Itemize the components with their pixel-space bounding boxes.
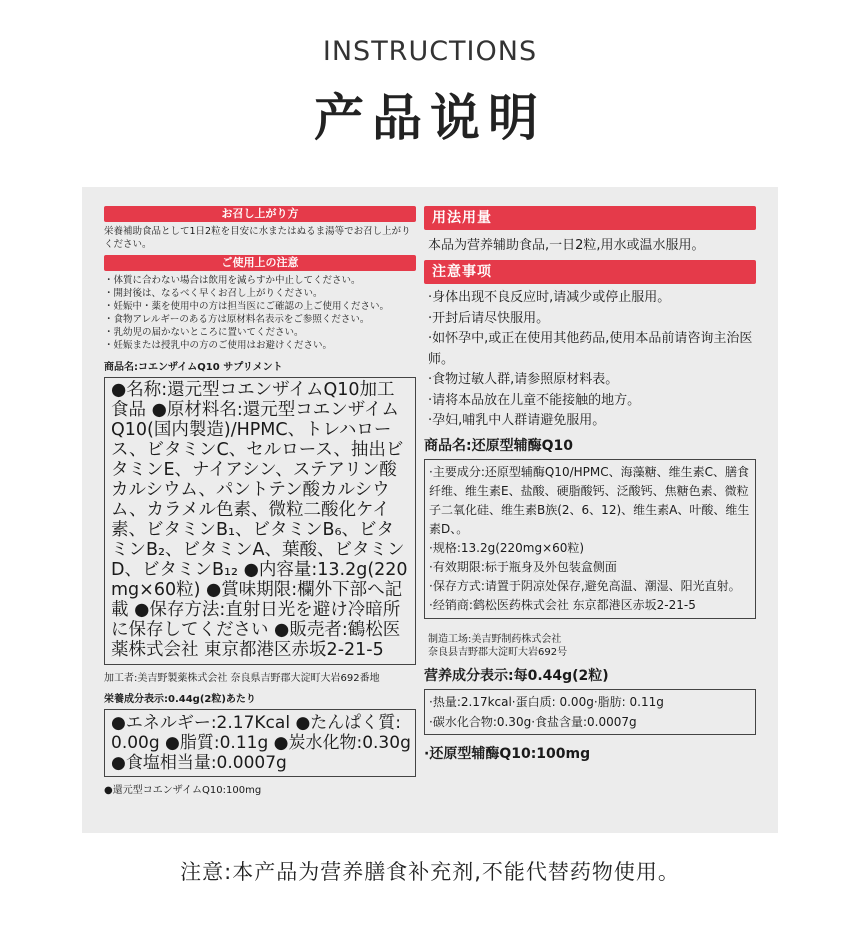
cn-usage-heading: 用法用量 bbox=[424, 206, 756, 230]
cn-caution-item: ·孕妇,哺乳中人群请避免服用。 bbox=[428, 413, 606, 428]
jp-product-details: ●名称:還元型コエンザイムQ10加工食品 ●原材料名:還元型コエンザイムQ10(国内製造)/HPMC、トレハロース、ビタミンC、セルロース、抽出ビタミンE、ナイアシン、ステアリン酸カルシウム、パントテン酸カルシウム、カラメル色素、微粒二酸化ケイ素、ビタミンB₁、ビタミンB₆、ビタミンB₂、ビタミンA、葉酸、ビタミンD、ビタミンB₁₂ ●内容量:13.2g(220mg×60粒) ●賞味期限:欄外下部へ記載 ●保存方法:直射日光を避け冷暗所に保存してください ●販売者:鶴松医薬株式会社 東京都港区赤坂2-21-5 bbox=[104, 377, 416, 665]
cn-q10-amount: ·还原型辅酶Q10:100mg bbox=[424, 745, 591, 762]
jp-caution-item: ・乳幼児の届かないところに置いてください。 bbox=[104, 327, 304, 338]
chinese-column bbox=[424, 206, 756, 763]
jp-usage-text: 栄養補助食品として1日2粒を目安に水またはぬるま湯等でお召し上がりください。 bbox=[104, 226, 411, 250]
jp-processor: 加工者:美吉野製薬株式会社 奈良県吉野郡大淀町大岩692番地 bbox=[104, 673, 380, 684]
cn-detail-item: ·保存方式:请置于阴凉处保存,避免高温、潮湿、阳光直射。 bbox=[429, 578, 741, 593]
cn-caution-item: ·身体出现不良反应时,请减少或停止服用。 bbox=[428, 290, 671, 305]
cn-caution-item: ·食物过敏人群,请参照原材料表。 bbox=[428, 372, 619, 387]
jp-caution-item: ・食物アレルギーのある方は原材料名表示をご参照ください。 bbox=[104, 314, 370, 325]
jp-caution-heading: ご使用上の注意 bbox=[104, 255, 416, 271]
cn-detail-item: ·有效期限:标于瓶身及外包装盒侧面 bbox=[429, 559, 617, 574]
cn-caution-item: ·如怀孕中,或正在使用其他药品,使用本品前请咨询主治医师。 bbox=[428, 331, 753, 367]
jp-caution-item: ・妊娠中・薬を使用中の方は担当医にご確認の上ご使用ください。 bbox=[104, 301, 390, 312]
cn-detail-item: ·经销商:鹤松医药株式会社 东京都港区赤坂2-21-5 bbox=[429, 597, 696, 612]
jp-caution-item: ・開封後は、なるべく早くお召し上がりください。 bbox=[104, 288, 323, 299]
cn-nutrition-box bbox=[424, 689, 756, 735]
cn-caution-item: ·开封后请尽快服用。 bbox=[428, 310, 550, 326]
cn-nutrition-label: 营养成分表示:每0.44g(2粒) bbox=[424, 667, 609, 684]
cn-usage-text: 本品为营养辅助食品,一日2粒,用水或温水服用。 bbox=[428, 238, 705, 253]
english-title: INSTRUCTIONS bbox=[322, 36, 538, 67]
cn-nutrition-line: ·碳水化合物:0.30g·食盐含量:0.0007g bbox=[429, 714, 637, 729]
chinese-title: 产品说明 bbox=[314, 89, 546, 147]
cn-mfg-address: 奈良县吉野郡大淀町大岩692号 bbox=[428, 646, 568, 658]
jp-nutrition-box: ●エネルギー:2.17Kcal ●たんぱく質:0.00g ●脂質:0.11g ●炭水化物:0.30g ●食塩相当量:0.0007g bbox=[104, 709, 416, 777]
jp-q10-amount: ●還元型コエンザイムQ10:100mg bbox=[104, 785, 262, 796]
cn-product-details bbox=[424, 459, 756, 619]
cn-caution-heading: 注意事项 bbox=[424, 260, 756, 284]
cn-detail-item: ·规格:13.2g(220mg×60粒) bbox=[429, 540, 585, 555]
japanese-column bbox=[104, 206, 416, 796]
cn-detail-item: ·主要成分:还原型辅酶Q10/HPMC、海藻糖、维生素C、膳食纤维、维生素E、盐酸、硬脂酸钙、泛酸钙、焦糖色素、微粒子二氧化硅、维生素B族(2、6、12)、维生素A、叶酸、维生素D、。 bbox=[429, 464, 750, 536]
jp-nutrition-label: 栄養成分表示:0.44g(2粒)あたり bbox=[104, 694, 256, 705]
cn-mfg-name: 制造工场:美吉野制药株式会社 bbox=[428, 633, 562, 645]
cn-manufacturer bbox=[428, 633, 756, 659]
bottom-disclaimer: 注意:本产品为营养膳食补充剂,不能代替药物使用。 bbox=[180, 860, 680, 884]
cn-product-label: 商品名:还原型辅酶Q10 bbox=[424, 437, 573, 454]
jp-product-label: 商品名:コエンザイムQ10 サプリメント bbox=[104, 362, 283, 373]
instructions-panel bbox=[82, 187, 778, 833]
jp-caution-list bbox=[104, 274, 416, 352]
cn-caution-list bbox=[428, 288, 756, 432]
jp-caution-item: ・妊娠または授乳中の方のご使用はお避けください。 bbox=[104, 340, 333, 351]
cn-caution-item: ·请将本品放在儿童不能接触的地方。 bbox=[428, 392, 641, 408]
cn-nutrition-line: ·热量:2.17kcal·蛋白质: 0.00g·脂肪: 0.11g bbox=[429, 694, 664, 709]
jp-usage-heading: お召し上がり方 bbox=[104, 206, 416, 222]
jp-caution-item: ・体質に合わない場合は飲用を減らすか中止してください。 bbox=[104, 275, 361, 286]
